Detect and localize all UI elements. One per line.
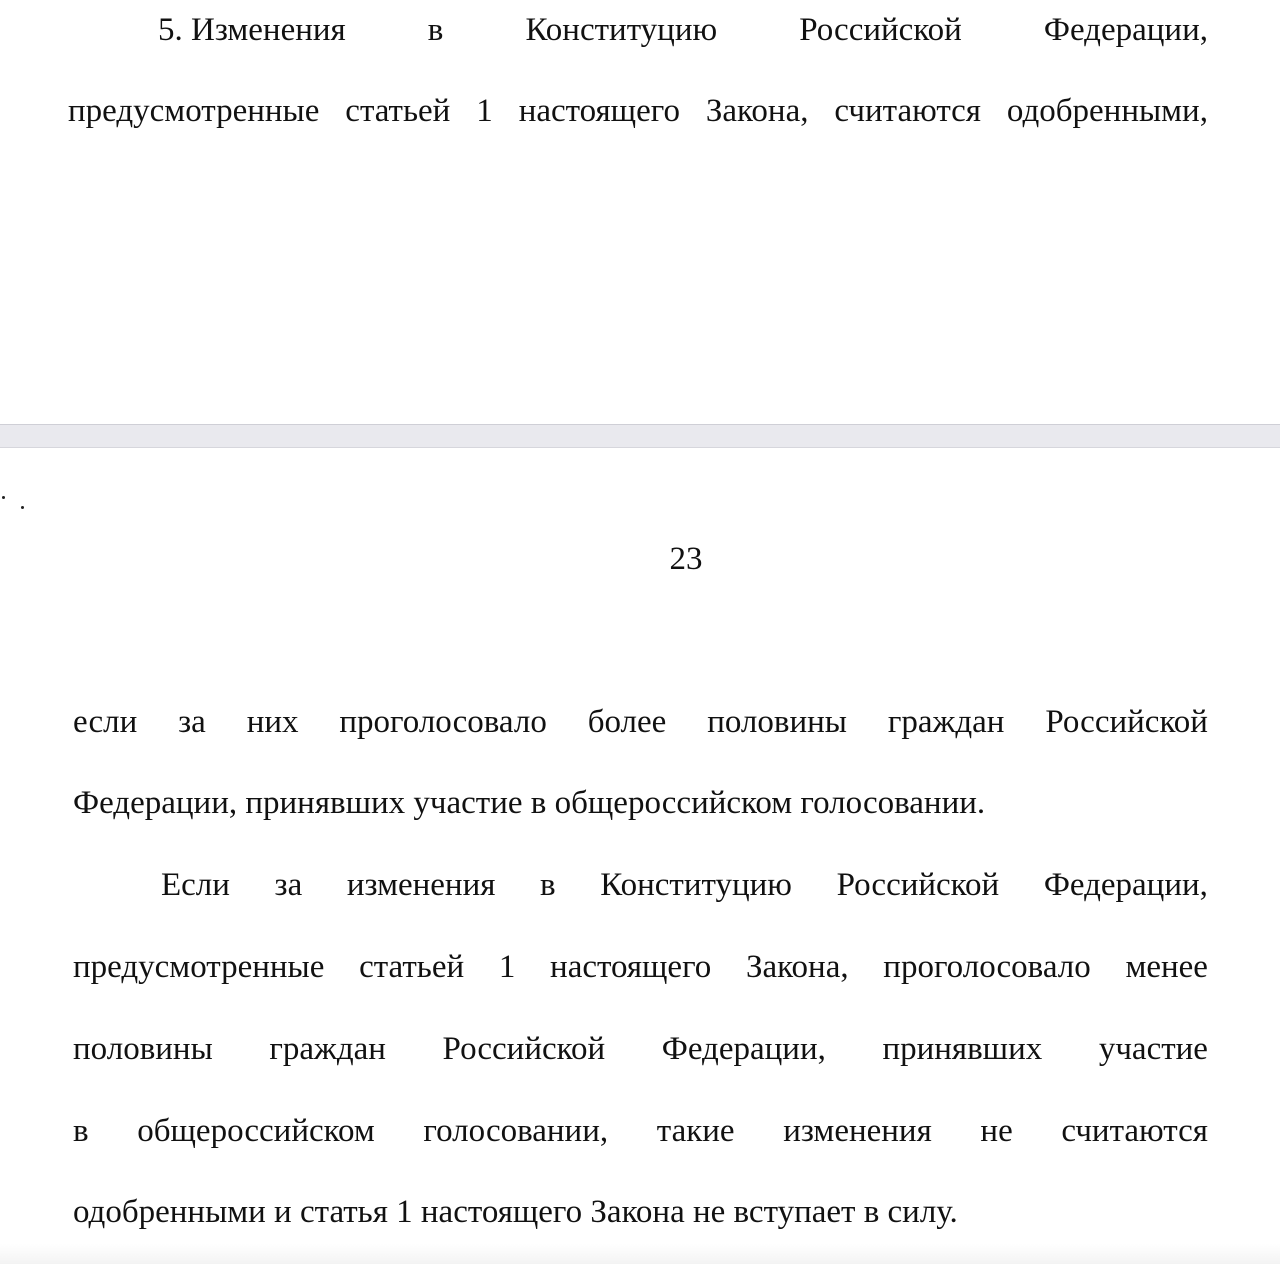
text-word: Закона, xyxy=(705,93,809,129)
text-word: предусмотренные xyxy=(73,949,325,985)
paragraph-2-line-3 xyxy=(73,1033,1208,1066)
text-word: половины xyxy=(73,1031,213,1067)
text-word: Федерации, xyxy=(1043,12,1208,48)
text-word: принявших xyxy=(882,1031,1043,1067)
page-edge-shadow xyxy=(0,1244,1280,1264)
text-word: голосовании, xyxy=(423,1113,609,1149)
paragraph-5-line-2 xyxy=(68,95,1208,128)
text-word: них xyxy=(246,704,299,740)
text-word: такие xyxy=(656,1113,735,1149)
text-word: граждан xyxy=(269,1031,386,1067)
scan-speck xyxy=(21,506,24,509)
page-number: 23 xyxy=(669,541,703,577)
text-word: в xyxy=(540,867,556,903)
text-word: Федерации, принявших участие в общероссийском голосовании. xyxy=(73,785,986,821)
text-word: более xyxy=(587,704,667,740)
text-word: 1 xyxy=(498,949,516,985)
page-22-sheet xyxy=(0,0,1280,424)
text-word: менее xyxy=(1125,949,1208,985)
text-word: настоящего xyxy=(518,93,680,129)
paragraph-2-line-1 xyxy=(161,869,1208,902)
scan-speck xyxy=(2,496,5,499)
text-word: Федерации, xyxy=(661,1031,826,1067)
text-word: Российской xyxy=(799,12,962,48)
text-word: 1 xyxy=(476,93,493,129)
text-word: Российской xyxy=(1045,704,1208,740)
text-word: Закона, xyxy=(746,949,849,985)
text-word: считаются xyxy=(834,93,981,129)
text-word: за xyxy=(178,704,206,740)
text-word: статьей xyxy=(345,93,451,129)
text-word: настоящего xyxy=(550,949,712,985)
text-word: если xyxy=(73,704,138,740)
text-word: не xyxy=(980,1113,1013,1149)
text-word: Конституцию xyxy=(600,867,792,903)
page-separator xyxy=(0,424,1280,448)
text-word: считаются xyxy=(1061,1113,1208,1149)
paragraph-2-line-4 xyxy=(73,1115,1208,1148)
text-word: граждан xyxy=(887,704,1005,740)
paragraph-line-1 xyxy=(73,706,1208,739)
text-word: участие xyxy=(1098,1031,1208,1067)
text-word: предусмотренные xyxy=(68,93,320,129)
text-word: Конституцию xyxy=(525,12,718,48)
text-word: Федерации, xyxy=(1043,867,1208,903)
text-word: общероссийском xyxy=(137,1113,375,1149)
text-word: Если xyxy=(161,867,230,903)
text-word: Российской xyxy=(836,867,1000,903)
text-word: за xyxy=(274,867,303,903)
text-word: в xyxy=(73,1113,89,1149)
text-word: изменения xyxy=(783,1113,932,1149)
paragraph-line-2 xyxy=(73,787,985,820)
text-word: изменения xyxy=(346,867,496,903)
text-word: одобренными и статья 1 настоящего Закона не вступает в силу. xyxy=(73,1194,958,1230)
text-word: одобренными, xyxy=(1006,93,1208,129)
text-word: проголосовало xyxy=(883,949,1091,985)
paragraph-5-line-1 xyxy=(158,14,1208,47)
text-word: проголосовало xyxy=(339,704,547,740)
text-word: в xyxy=(427,12,444,48)
text-word: статьей xyxy=(359,949,465,985)
text-word: половины xyxy=(707,704,847,740)
paragraph-2-line-5 xyxy=(73,1196,958,1229)
paragraph-2-line-2 xyxy=(73,951,1208,984)
text-word: 5. Изменения xyxy=(158,12,346,48)
text-word: Российской xyxy=(442,1031,606,1067)
